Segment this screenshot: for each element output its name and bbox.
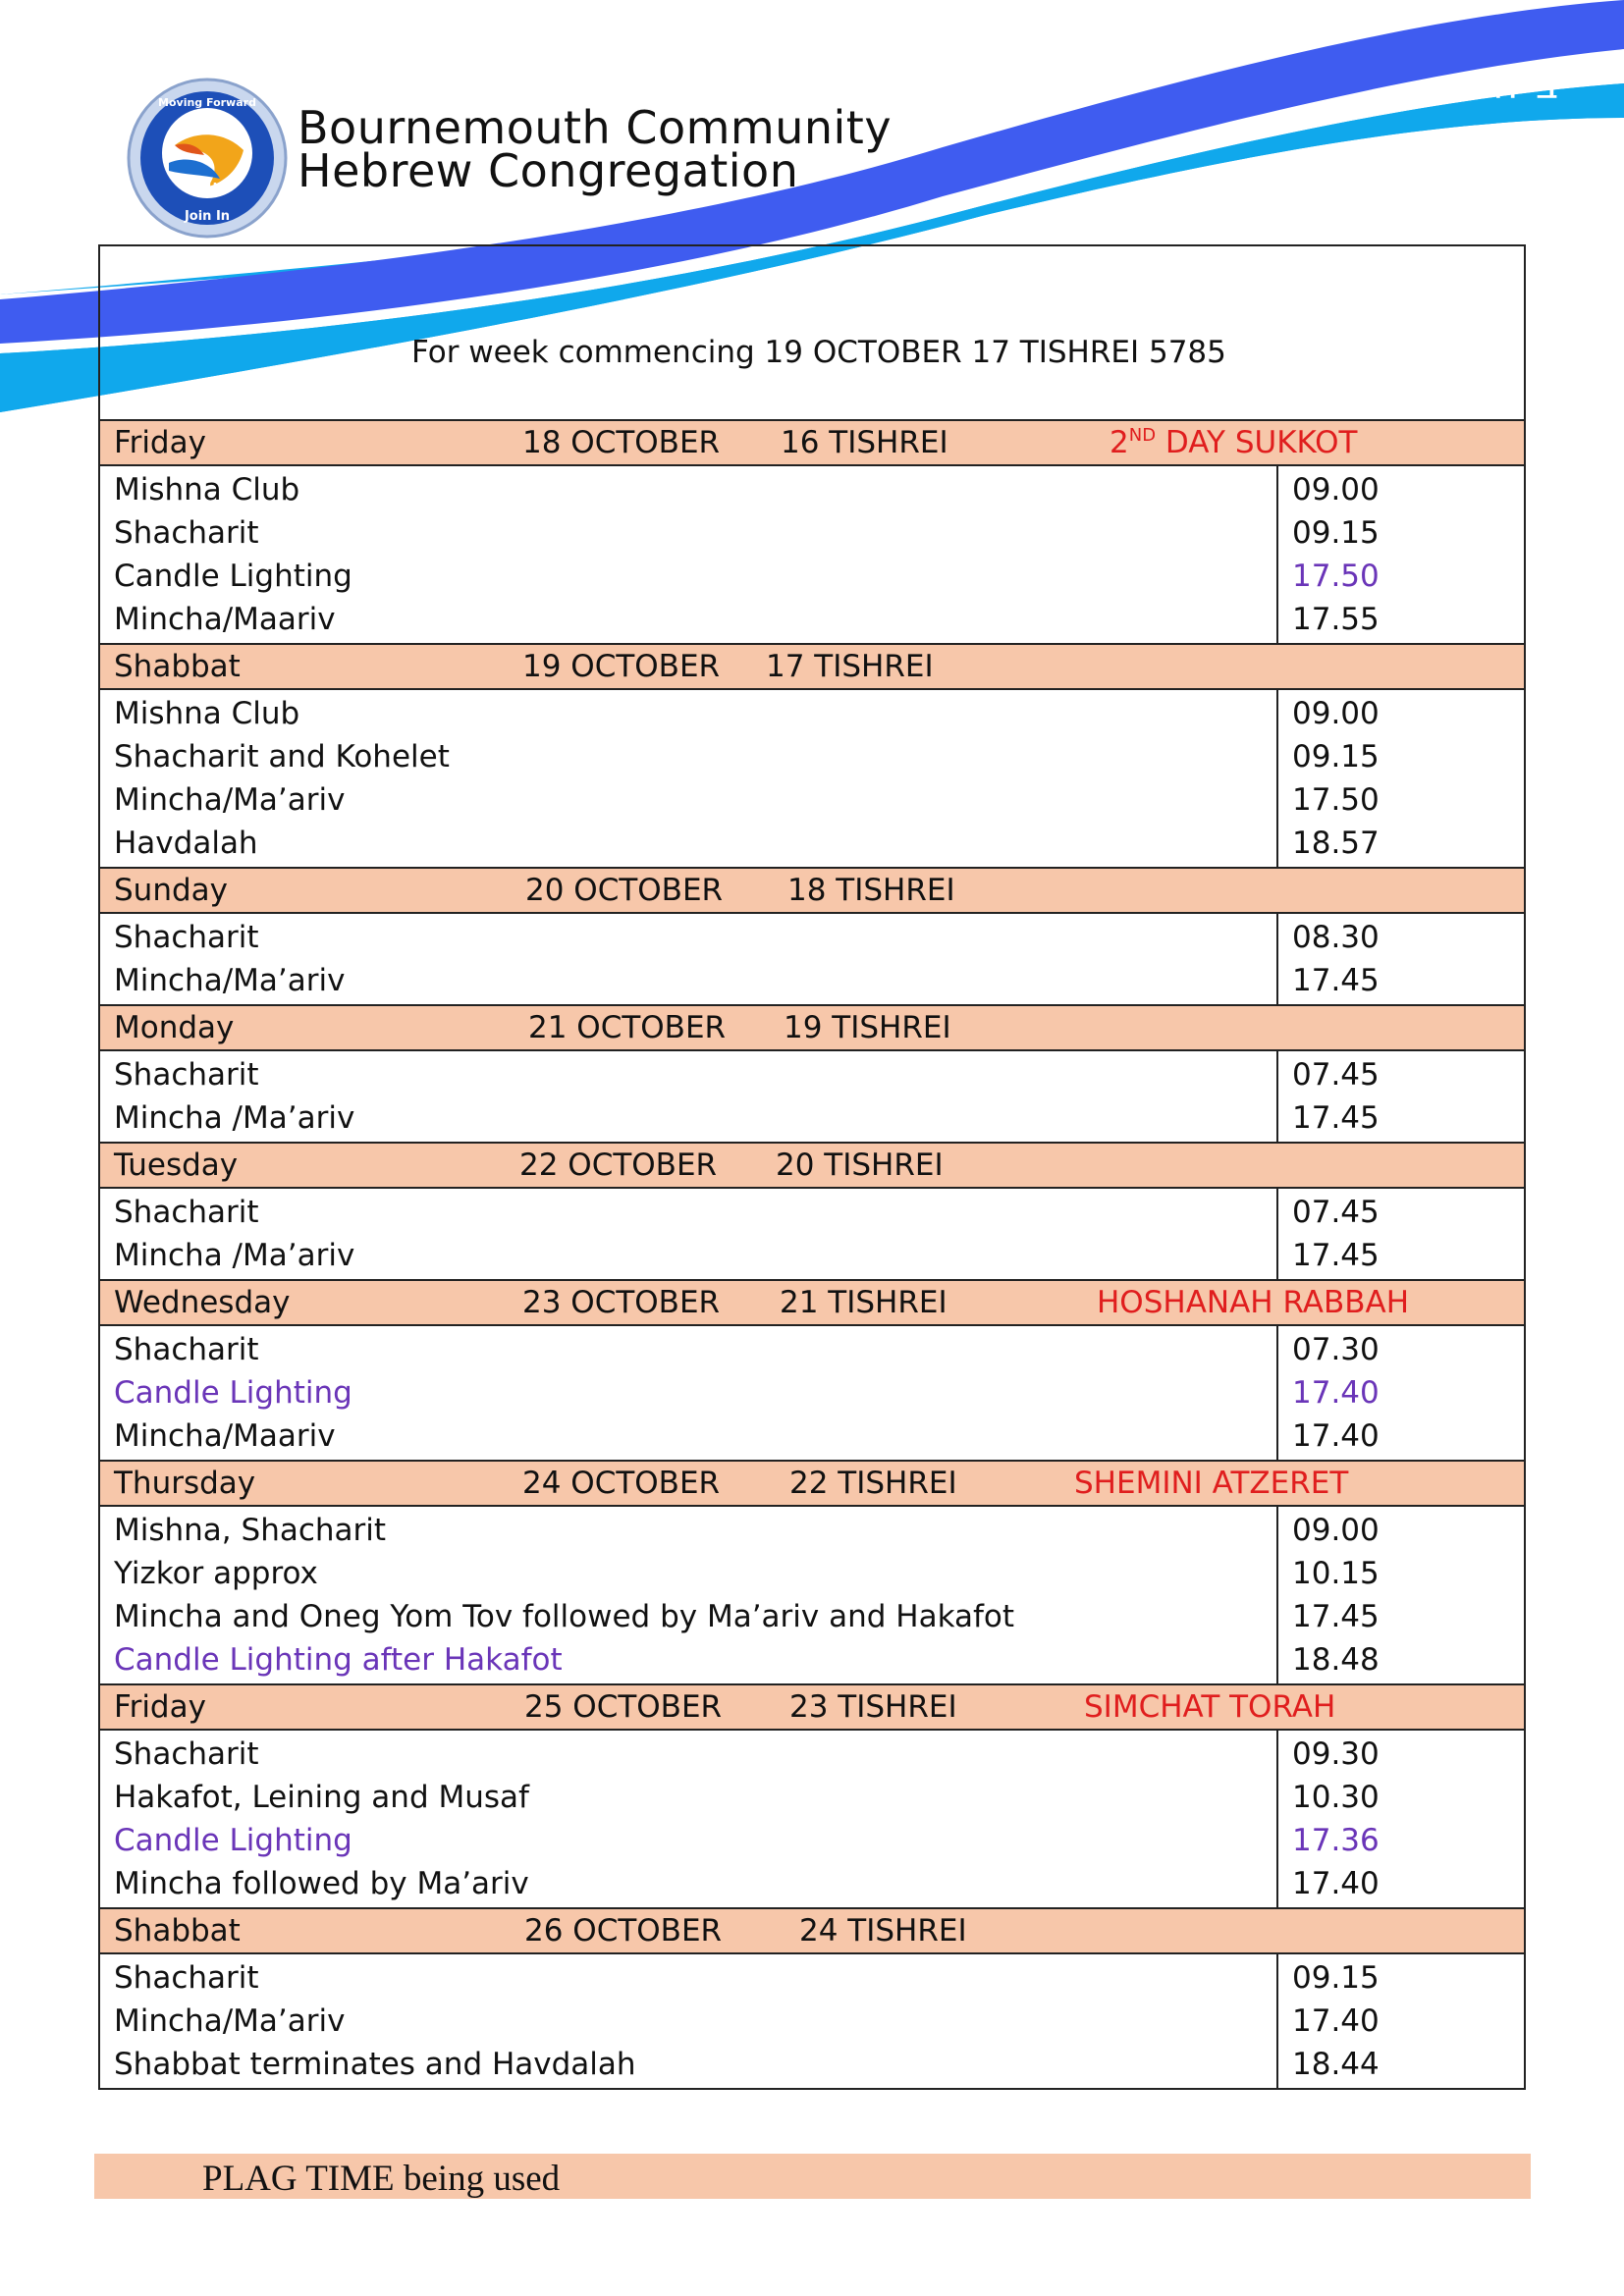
org-name-line1: Bournemouth Community xyxy=(298,101,893,154)
event-name: Havdalah xyxy=(114,826,258,861)
event-name: Shacharit xyxy=(114,1960,259,1996)
day-hebrew-date: 19 TISHREI xyxy=(784,1010,951,1045)
event-name: Candle Lighting xyxy=(114,1375,352,1411)
event-name: Hakafot, Leining and Musaf xyxy=(114,1780,529,1815)
day-hebrew-date: 23 TISHREI xyxy=(789,1689,957,1725)
event-name: Mishna Club xyxy=(114,472,300,507)
day-name: Monday xyxy=(114,1010,235,1045)
day-date: 26 OCTOBER xyxy=(524,1913,723,1949)
event-name: Shacharit xyxy=(114,1195,259,1230)
event-name: Shacharit xyxy=(114,920,259,955)
event-name: Shacharit xyxy=(114,1332,259,1367)
event-names-cell xyxy=(100,1051,1278,1142)
day-hebrew-date: 21 TISHREI xyxy=(780,1285,947,1320)
event-time: 09.00 xyxy=(1292,1513,1380,1548)
event-time: 09.00 xyxy=(1292,472,1380,507)
event-name: Mincha /Ma’ariv xyxy=(114,1238,355,1273)
event-time: 09.15 xyxy=(1292,739,1380,774)
day-name: Sunday xyxy=(114,873,228,908)
day-holiday xyxy=(1110,425,1358,460)
event-time: 09.30 xyxy=(1292,1736,1380,1772)
event-times-cell xyxy=(1278,1189,1524,1279)
day-hebrew-date: 17 TISHREI xyxy=(766,649,934,684)
day-header-row xyxy=(100,869,1524,914)
schedule-table xyxy=(98,244,1526,2090)
event-name: Mincha/Ma’ariv xyxy=(114,963,346,998)
event-time: 07.30 xyxy=(1292,1332,1380,1367)
day-name: Wednesday xyxy=(114,1285,291,1320)
event-name: Mincha/Maariv xyxy=(114,602,336,637)
day-holiday-text: 2 xyxy=(1110,425,1129,460)
day-name: Tuesday xyxy=(114,1148,239,1183)
event-names-cell xyxy=(100,1731,1278,1907)
event-name: Mincha and Oneg Yom Tov followed by Ma’ariv and Hakafot xyxy=(114,1599,1015,1634)
day-name: Shabbat xyxy=(114,1913,241,1949)
event-time: 10.15 xyxy=(1292,1556,1380,1591)
day-header-row xyxy=(100,1462,1524,1507)
day-events xyxy=(100,466,1524,645)
day-hebrew-date: 18 TISHREI xyxy=(787,873,955,908)
event-times-cell xyxy=(1278,914,1524,1004)
event-name: Mincha followed by Ma’ariv xyxy=(114,1866,529,1901)
day-header-row xyxy=(100,1144,1524,1189)
day-name: Friday xyxy=(114,425,206,460)
day-date: 23 OCTOBER xyxy=(522,1285,721,1320)
event-name: Mincha/Maariv xyxy=(114,1418,336,1454)
plag-time-note xyxy=(94,2154,1531,2199)
event-time: 17.50 xyxy=(1292,782,1380,818)
event-name: Mincha/Ma’ariv xyxy=(114,2003,346,2039)
day-events xyxy=(100,1954,1524,2088)
week-heading-cell xyxy=(100,246,1524,421)
event-names-cell xyxy=(100,1326,1278,1460)
event-times-cell xyxy=(1278,1051,1524,1142)
event-names-cell xyxy=(100,690,1278,867)
event-time: 17.40 xyxy=(1292,1866,1380,1901)
day-hebrew-date: 24 TISHREI xyxy=(799,1913,967,1949)
event-time: 09.15 xyxy=(1292,515,1380,551)
event-time: 09.15 xyxy=(1292,1960,1380,1996)
day-date: 18 OCTOBER xyxy=(522,425,721,460)
event-name: Shabbat terminates and Havdalah xyxy=(114,2047,636,2082)
day-holiday-text: SIMCHAT TORAH xyxy=(1084,1689,1336,1725)
day-hebrew-date: 16 TISHREI xyxy=(781,425,948,460)
event-time: 17.50 xyxy=(1292,559,1380,594)
event-time: 10.30 xyxy=(1292,1780,1380,1815)
day-holiday-text: SHEMINI ATZERET xyxy=(1074,1466,1349,1501)
day-header-row xyxy=(100,1685,1524,1731)
bchc-logo xyxy=(126,77,289,240)
event-name: Shacharit xyxy=(114,1736,259,1772)
event-times-cell xyxy=(1278,1731,1524,1907)
event-times-cell xyxy=(1278,1954,1524,2088)
day-date: 21 OCTOBER xyxy=(528,1010,727,1045)
event-name: Mincha /Ma’ariv xyxy=(114,1100,355,1136)
event-name: Shacharit and Kohelet xyxy=(114,739,450,774)
day-date: 22 OCTOBER xyxy=(519,1148,718,1183)
day-events xyxy=(100,1051,1524,1144)
event-time: 18.48 xyxy=(1292,1642,1380,1678)
event-time: 08.30 xyxy=(1292,920,1380,955)
day-holiday xyxy=(1097,1285,1409,1320)
event-time: 17.40 xyxy=(1292,2003,1380,2039)
event-time: 17.45 xyxy=(1292,1100,1380,1136)
event-time: 17.40 xyxy=(1292,1418,1380,1454)
event-names-cell xyxy=(100,1189,1278,1279)
day-header-row xyxy=(100,421,1524,466)
day-events xyxy=(100,914,1524,1006)
event-time: 17.40 xyxy=(1292,1375,1380,1411)
event-name: Mishna, Shacharit xyxy=(114,1513,387,1548)
event-name: Yizkor approx xyxy=(114,1556,318,1591)
event-times-cell xyxy=(1278,690,1524,867)
event-time: 18.44 xyxy=(1292,2047,1380,2082)
event-times-cell xyxy=(1278,466,1524,643)
day-events xyxy=(100,1326,1524,1462)
event-name: Candle Lighting after Hakafot xyxy=(114,1642,563,1678)
day-events xyxy=(100,690,1524,869)
day-name: Thursday xyxy=(114,1466,256,1501)
event-name: Candle Lighting xyxy=(114,559,352,594)
day-date: 20 OCTOBER xyxy=(525,873,724,908)
day-header-row xyxy=(100,1909,1524,1954)
day-name: Shabbat xyxy=(114,649,241,684)
day-holiday-superscript: ND xyxy=(1128,425,1157,446)
day-events xyxy=(100,1731,1524,1909)
day-hebrew-date: 22 TISHREI xyxy=(789,1466,957,1501)
event-times-cell xyxy=(1278,1507,1524,1683)
day-header-row xyxy=(100,1006,1524,1051)
day-hebrew-date: 20 TISHREI xyxy=(776,1148,944,1183)
logo-top-text: Moving Forward xyxy=(158,96,256,109)
event-time: 17.45 xyxy=(1292,963,1380,998)
event-time: 07.45 xyxy=(1292,1195,1380,1230)
event-name: Mishna Club xyxy=(114,696,300,731)
day-events xyxy=(100,1189,1524,1281)
day-events xyxy=(100,1507,1524,1685)
event-names-cell xyxy=(100,1507,1278,1683)
day-header-row xyxy=(100,645,1524,690)
plag-time-text: PLAG TIME being used xyxy=(202,2159,561,2199)
org-name xyxy=(298,101,893,197)
event-time: 17.45 xyxy=(1292,1238,1380,1273)
day-holiday-rest: DAY SUKKOT xyxy=(1156,425,1358,460)
event-names-cell xyxy=(100,466,1278,643)
event-names-cell xyxy=(100,914,1278,1004)
event-time: 09.00 xyxy=(1292,696,1380,731)
logo-center-text: BCHC xyxy=(188,182,227,196)
bsd-label: בייה xyxy=(1492,63,1559,108)
day-holiday xyxy=(1074,1466,1348,1501)
day-name: Friday xyxy=(114,1689,206,1725)
event-name: Shacharit xyxy=(114,515,259,551)
event-names-cell xyxy=(100,1954,1278,2088)
event-time: 18.57 xyxy=(1292,826,1380,861)
event-time: 17.55 xyxy=(1292,602,1380,637)
day-date: 25 OCTOBER xyxy=(524,1689,723,1725)
day-holiday xyxy=(1084,1689,1335,1725)
event-time: 07.45 xyxy=(1292,1057,1380,1093)
org-name-line2: Hebrew Congregation xyxy=(298,144,799,197)
week-heading: For week commencing 19 OCTOBER 17 TISHREI 5785 xyxy=(411,335,1226,370)
event-name: Shacharit xyxy=(114,1057,259,1093)
event-times-cell xyxy=(1278,1326,1524,1460)
day-date: 19 OCTOBER xyxy=(522,649,721,684)
day-holiday-text: HOSHANAH RABBAH xyxy=(1097,1285,1410,1320)
event-name: Candle Lighting xyxy=(114,1823,352,1858)
days-container xyxy=(100,421,1524,2088)
event-name: Mincha/Ma’ariv xyxy=(114,782,346,818)
logo-bottom-text: Join In xyxy=(184,209,231,224)
event-time: 17.36 xyxy=(1292,1823,1380,1858)
day-header-row xyxy=(100,1281,1524,1326)
event-time: 17.45 xyxy=(1292,1599,1380,1634)
day-date: 24 OCTOBER xyxy=(522,1466,721,1501)
